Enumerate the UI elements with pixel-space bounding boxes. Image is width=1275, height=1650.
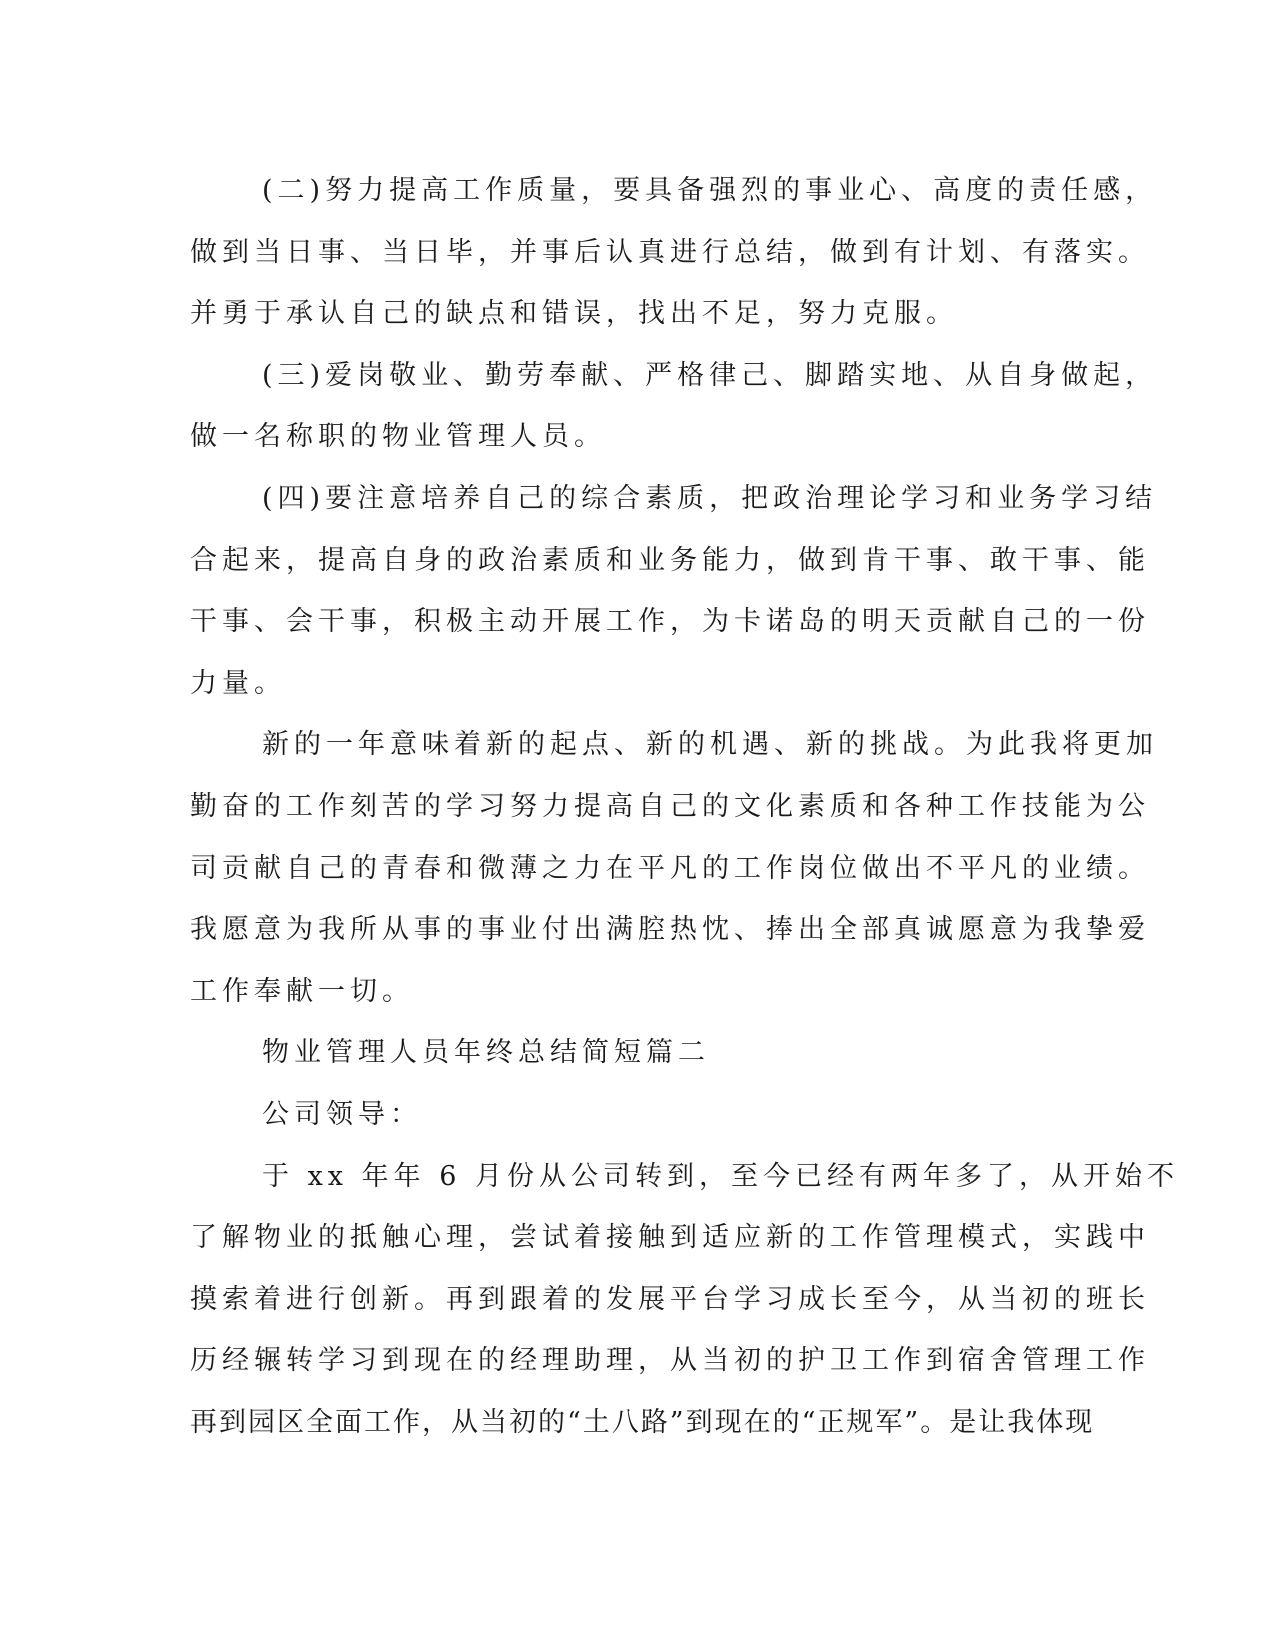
paragraph-line: 合起来，提高自身的政治素质和业务能力，做到肯干事、敢干事、能 — [190, 544, 1150, 576]
document-body — [190, 160, 1179, 1453]
paragraph-line: 干事、会干事，积极主动开展工作，为卡诺岛的明天贡献自己的一份 — [190, 606, 1150, 638]
paragraph-line: (二)努力提高工作质量，要具备强烈的事业心、高度的责任感， — [262, 175, 1158, 206]
paragraph-line: 了解物业的抵触心理，尝试着接触到适应新的工作管理模式，实践中 — [190, 1222, 1150, 1254]
paragraph-line: 摸索着进行创新。再到跟着的发展平台学习成长至今，从当初的班长 — [190, 1283, 1150, 1315]
paragraph-line: 做一名称职的物业管理人员。 — [190, 421, 606, 453]
paragraph-line: 并勇于承认自己的缺点和错误，找出不足，努力克服。 — [190, 298, 958, 330]
paragraph-line: 历经辗转学习到现在的经理助理，从当初的护卫工作到宿舍管理工作 — [190, 1345, 1150, 1377]
salutation: 公司领导： — [262, 1098, 422, 1130]
paragraph-line: 勤奋的工作刻苦的学习努力提高自己的文化素质和各种工作技能为公 — [190, 790, 1150, 822]
paragraph-line: 工作奉献一切。 — [190, 975, 414, 1007]
paragraph-line: 做到当日事、当日毕，并事后认真进行总结，做到有计划、有落实。 — [190, 236, 1150, 268]
paragraph-line: (三)爱岗敬业、勤劳奉献、严格律己、脚踏实地、从自身做起， — [262, 359, 1158, 391]
paragraph-line: 新的一年意味着新的起点、新的机遇、新的挑战。为此我将更加 — [262, 729, 1158, 761]
paragraph-line: 我愿意为我所从事的事业付出满腔热忱、捧出全部真诚愿意为我挚爱 — [190, 914, 1150, 946]
paragraph-line: (四)要注意培养自己的综合素质，把政治理论学习和业务学习结 — [262, 482, 1158, 514]
paragraph-line: 再到园区全面工作，从当初的“土八路”到现在的“正规军”。是让我体现 — [190, 1406, 1095, 1438]
section-heading: 物业管理人员年终总结简短篇二 — [262, 1037, 710, 1069]
paragraph-line: 司贡献自己的青春和微薄之力在平凡的工作岗位做出不平凡的业绩。 — [190, 852, 1150, 884]
paragraph-line: 于 xx 年年 6 月份从公司转到，至今已经有两年多了，从开始不 — [262, 1160, 1179, 1192]
paragraph-line: 力量。 — [190, 667, 286, 699]
